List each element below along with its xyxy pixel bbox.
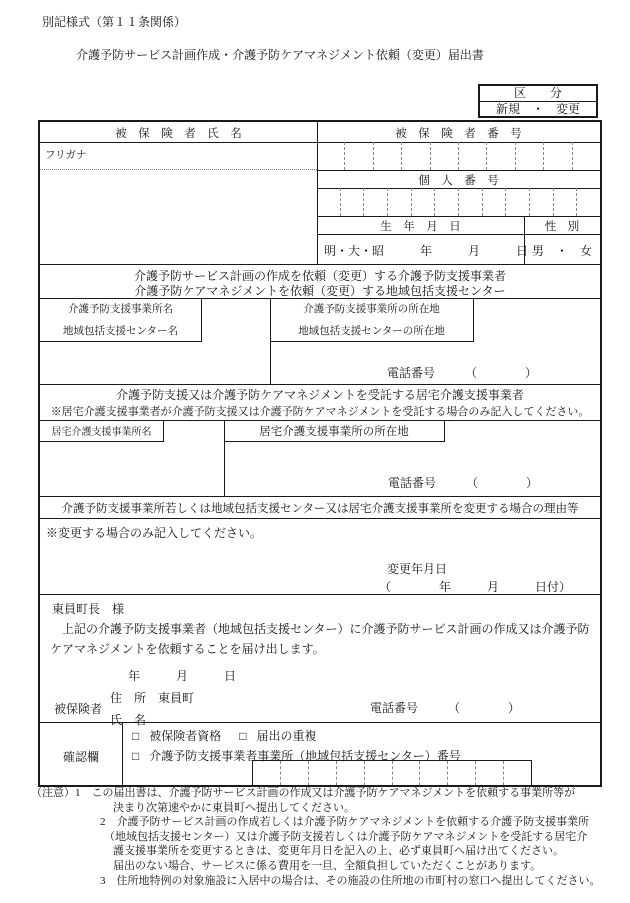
- note-line: 決まり次第速やかに東員町へ提出してください。: [113, 801, 355, 814]
- insured-number-grid: [317, 142, 600, 170]
- confirmation-check-row1: [132, 727, 317, 744]
- birthdate-era-value: 明・大・昭 年 月 日: [324, 244, 529, 258]
- provider-address-labelbox: [270, 298, 474, 342]
- provider-name-labelbox: [40, 298, 202, 342]
- divider: [40, 264, 600, 265]
- digit-cell: [363, 188, 387, 216]
- insured-number-header: 被 保 険 者 番 号: [395, 128, 522, 140]
- form-reference: 別記様式（第１１条関係）: [42, 15, 187, 29]
- entrusted-address-labelbox: [224, 420, 445, 442]
- confirmation-label: 確認欄: [62, 750, 99, 764]
- provider-address-label2: 地域包括支援センターの所在地: [298, 325, 445, 337]
- divider: [317, 234, 600, 235]
- divider: [122, 722, 123, 785]
- checkbox-icon: [239, 729, 246, 743]
- note-line: （注意）1 この届出書は、介護予防サービス計画の作成又は介護予防ケアマネジメントを依頼する事業所等が: [31, 787, 576, 799]
- note-line: 護支援事業所を変更するときは、変更年月日を記入の上、必ず東員町へ届け出てください。: [113, 845, 564, 858]
- digit-cell: [317, 188, 340, 216]
- sex-header: 性 別: [544, 221, 580, 233]
- provider-phone-label: 電話番号 （ ）: [387, 366, 538, 380]
- note-line: 3 住所地特例の対象施設に入居中の場合は、その施設の住所地の市町村の窓口へ提出してください。: [100, 874, 601, 887]
- provider-name-label1: 介護予防支援事業所名: [68, 304, 173, 316]
- declaration-body: 上記の介護予防支援事業者（地域包括支援センター）に介護予防サービス計画の作成又は介護予防ケアマネジメントを依頼することを届け出します。: [50, 622, 590, 656]
- furigana-label: フリガナ: [45, 150, 87, 161]
- digit-cell: [401, 142, 429, 170]
- check-label-eligibility: 被保険者資格: [149, 729, 222, 743]
- digit-cell: [392, 761, 420, 785]
- digit-cell: [387, 188, 411, 216]
- divider: [317, 170, 600, 171]
- personal-number-grid: [317, 188, 600, 216]
- digit-cell: [515, 142, 543, 170]
- digit-cell: [482, 188, 506, 216]
- digit-cell: [553, 188, 577, 216]
- check-label-duplicate: 届出の重複: [256, 729, 317, 743]
- change-date-label: 変更年月日: [387, 562, 448, 576]
- provider-section-line1: 介護予防サービス計画の作成を依頼（変更）する介護予防支援事業者: [133, 269, 506, 283]
- digit-cell: [576, 188, 600, 216]
- entrusted-name-labelbox: [40, 420, 164, 442]
- digit-cell: [572, 142, 600, 170]
- digit-cell: [336, 761, 364, 785]
- digit-cell: [458, 142, 486, 170]
- note-line: （地域包括支援センター）又は介護予防支援若しくは介護予防ケアマネジメントを受託する居宅介: [104, 830, 588, 843]
- provider-name-label2: 地域包括支援センター名: [62, 325, 179, 337]
- divider: [40, 384, 600, 385]
- divider: [317, 216, 600, 217]
- digit-cell: [447, 761, 475, 785]
- digit-cell: [364, 761, 392, 785]
- checkbox-icon: [132, 729, 139, 743]
- personal-number-header: 個 人 番 号: [418, 175, 499, 187]
- entrusted-section-line2: ※居宅介護支援事業者が介護予防支援又は介護予防ケアマネジメントを受託する場合のみ記入してください。: [50, 406, 590, 418]
- digit-cell: [430, 142, 458, 170]
- provider-section-line2: 介護予防ケアマネジメントを依頼（変更）する地域包括支援センター: [134, 284, 506, 298]
- note-line: 届出のない場合、サービスに係る費用を一旦、全額負担していただくことがあります。: [113, 859, 542, 872]
- form-title: 介護予防サービス計画作成・介護予防ケアマネジメント依頼（変更）届出書: [76, 48, 484, 62]
- category-box: [478, 84, 598, 118]
- digit-cell: [505, 188, 529, 216]
- provider-address-label1: 介護予防支援事業所の所在地: [303, 304, 440, 316]
- signer-name-line: 氏 名: [110, 713, 147, 727]
- birthdate-header: 生 年 月 日: [380, 221, 461, 233]
- change-note: ※変更する場合のみ記入してください。: [46, 526, 263, 540]
- divider: [40, 496, 600, 497]
- digit-cell: [486, 142, 514, 170]
- digit-cell: [434, 188, 458, 216]
- signer-phone-label: 電話番号 （ ）: [370, 701, 521, 715]
- digit-cell: [529, 188, 553, 216]
- form-table: [38, 120, 602, 787]
- provider-number-grid: [252, 760, 532, 785]
- digit-cell: [340, 188, 364, 216]
- digit-cell: [344, 142, 372, 170]
- entrusted-section-line1: 介護予防支援又は介護予防ケアマネジメントを受託する居宅介護支援事業者: [116, 388, 524, 402]
- entrusted-address-label: 居宅介護支援事業所の所在地: [259, 425, 409, 438]
- insured-name-header: 被 保 険 者 氏 名: [115, 128, 242, 140]
- checkbox-icon: [132, 749, 139, 763]
- digit-cell: [543, 142, 571, 170]
- digit-cell: [411, 188, 435, 216]
- entrusted-name-label: 居宅介護支援事業所名: [51, 427, 152, 438]
- signer-address-line: 住 所 東員町: [110, 691, 195, 705]
- note-line: 2 介護予防サービス計画の作成若しくは介護予防ケアマネジメントを依頼する介護予防支援事業所: [100, 816, 590, 829]
- digit-cell: [419, 761, 447, 785]
- digit-cell: [280, 761, 308, 785]
- notes: [0, 786, 630, 888]
- declaration-date-line: 年 月 日: [128, 669, 237, 683]
- check-label-provider-number: 介護予防支援事業者事業所（地域包括支援センター）番号: [149, 749, 461, 763]
- digit-cell: [253, 761, 280, 785]
- sex-value: 男 ・ 女: [531, 244, 592, 258]
- digit-cell: [308, 761, 336, 785]
- entrusted-phone-label: 電話番号 （ ）: [388, 476, 539, 490]
- insured-signer-label: 被保険者: [54, 702, 103, 716]
- furigana-separator: [40, 169, 317, 170]
- category-header: 区 分: [480, 86, 596, 102]
- addressee: 東員町長 様: [52, 602, 125, 616]
- change-date-format: （ 年 月 日付）: [379, 580, 572, 594]
- digit-cell: [458, 188, 482, 216]
- change-section-header: 介護予防支援事業所若しくは地域包括支援センター又は居宅介護支援事業所を変更する場合の理由等: [61, 503, 579, 515]
- digit-cell: [475, 761, 503, 785]
- digit-cell: [503, 761, 531, 785]
- digit-cell: [317, 142, 344, 170]
- divider: [40, 518, 600, 519]
- category-options: 新規 ・ 変更: [495, 102, 580, 116]
- digit-cell: [373, 142, 401, 170]
